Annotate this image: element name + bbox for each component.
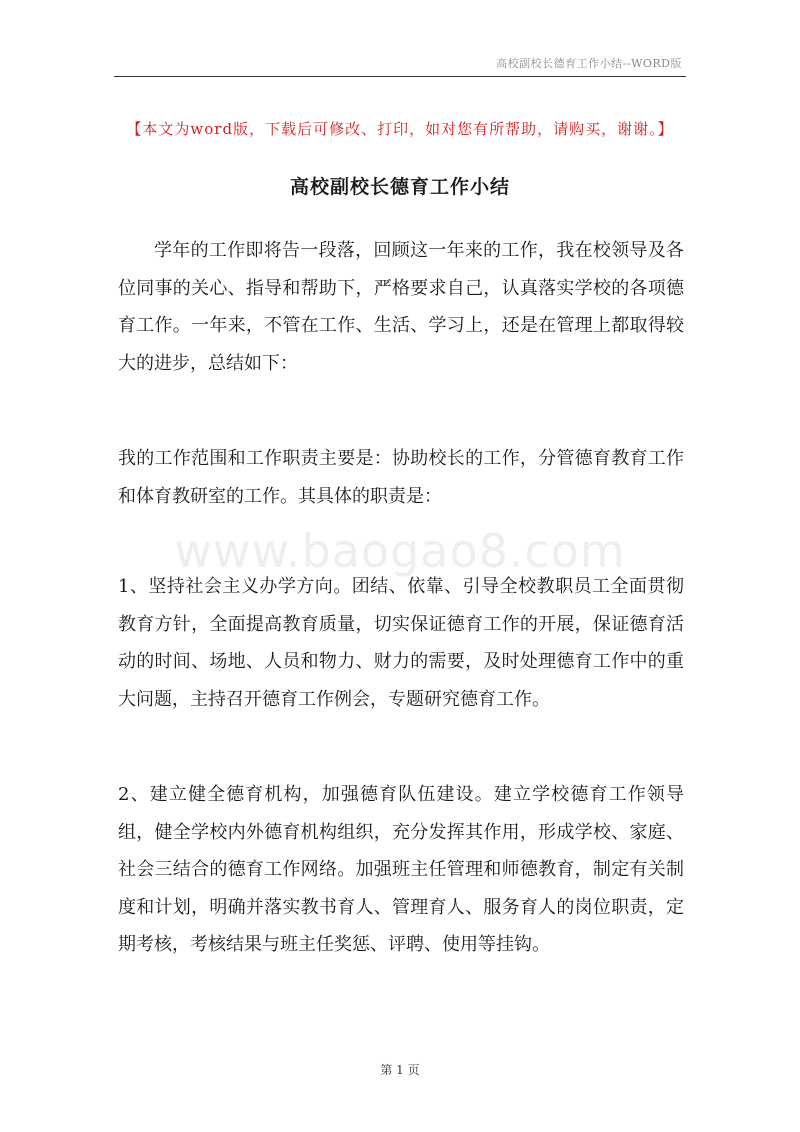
duty-item-2: 2、建立健全德育机构，加强德育队伍建设。建立学校德育工作领导组，健全学校内外德育机构组织，充分发挥其作用，形成学校、家庭、社会三结合的德育工作网络。加强班主任管理和师德教育，制定有关制度和计划，明确并落实教书育人、管理育人、服务育人的岗位职责，定期考核，考核结果与班主任奖惩、评聘、使用等挂钩。 — [118, 784, 684, 955]
site-watermark: www.baogao8.com — [174, 524, 626, 578]
header-divider — [114, 76, 686, 77]
page-number: 第 1 页 — [380, 1063, 420, 1077]
running-header: 高校副校长德育工作小结--WORD版 — [496, 57, 682, 70]
scope-paragraph: 我的工作范围和工作职责主要是：协助校长的工作，分管德育教育工作和体育教研室的工作。其具体的职责是： — [118, 448, 684, 507]
document-title: 高校副校长德育工作小结 — [289, 176, 510, 198]
duty-item-1: 1、坚持社会主义办学方向。团结、依靠、引导全校教职员工全面贯彻教育方针，全面提高教育质量，切实保证德育工作的开展，保证德育活动的时间、场地、人员和物力、财力的需要，及时处理德育工作中的重大问题，主持召开德育工作例会，专题研究德育工作。 — [118, 576, 684, 710]
intro-paragraph: 学年的工作即将告一段落，回顾这一年来的工作，我在校领导及各位同事的关心、指导和帮助下，严格要求自己，认真落实学校的各项德育工作。一年来，不管在工作、生活、学习上，还是在管理上都取得较大的进步，总结如下： — [118, 240, 684, 374]
download-notice: 【本文为word版，下载后可修改、打印，如对您有所帮助，请购买，谢谢。】 — [126, 120, 674, 138]
